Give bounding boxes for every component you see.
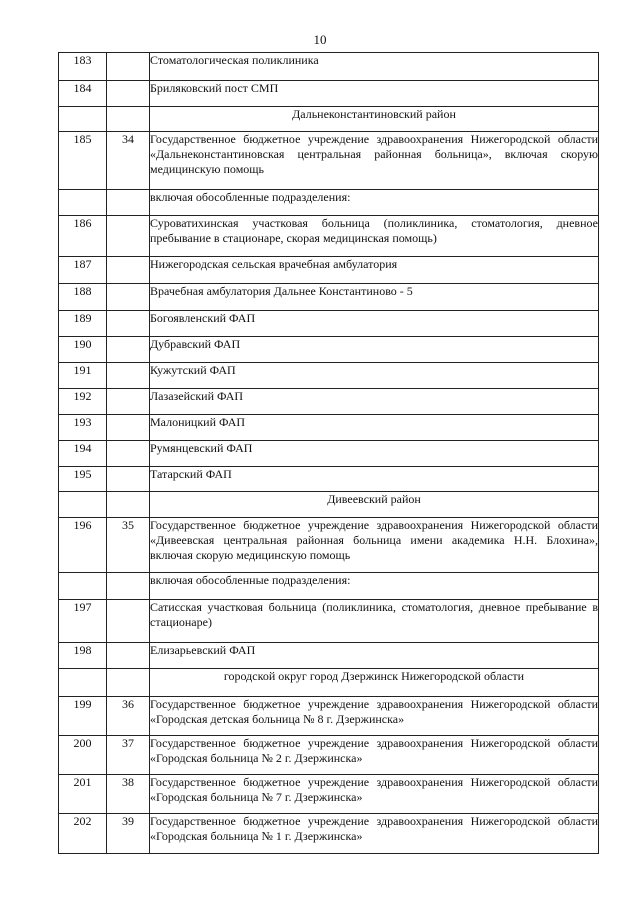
institution-name-cell: Государственное бюджетное учреждение здравоохранения Нижегородской области «Дивеевская центральная районная больница имени академика Н.Н. Блохина», включая скорую медицинскую помощь [150, 518, 599, 573]
section-row [59, 107, 599, 132]
institution-name-cell: Дивеевский район [150, 492, 599, 518]
row-number-cell [59, 492, 107, 518]
org-code-cell [107, 53, 150, 81]
section-row [59, 190, 599, 216]
row-number-cell: 196 [59, 518, 107, 573]
institution-name-cell: Стоматологическая поликлиника [150, 53, 599, 81]
org-code-cell [107, 492, 150, 518]
org-code-cell [107, 389, 150, 415]
row-number-cell: 192 [59, 389, 107, 415]
org-code-cell: 34 [107, 132, 150, 190]
table-row [59, 697, 599, 736]
org-code-cell: 36 [107, 697, 150, 736]
row-number-cell: 202 [59, 814, 107, 854]
org-code-cell [107, 257, 150, 284]
table-row [59, 600, 599, 643]
table-row [59, 53, 599, 81]
org-code-cell: 37 [107, 736, 150, 775]
institution-name-cell: Суроватихинская участковая больница (поликлиника, стоматология, дневное пребывание в стационаре, скорая медицинская помощь) [150, 216, 599, 257]
row-number-cell: 197 [59, 600, 107, 643]
row-number-cell: 195 [59, 467, 107, 492]
institution-name-cell: Елизарьевский ФАП [150, 643, 599, 669]
institution-name-cell: Государственное бюджетное учреждение здравоохранения Нижегородской области «Городская детская больница № 8 г. Дзержинска» [150, 697, 599, 736]
institution-name-cell: включая обособленные подразделения: [150, 573, 599, 600]
org-code-cell [107, 107, 150, 132]
institution-name-cell: Кужутский ФАП [150, 363, 599, 389]
row-number-cell: 184 [59, 81, 107, 107]
institution-name-cell: Государственное бюджетное учреждение здравоохранения Нижегородской области «Городская больница № 2 г. Дзержинска» [150, 736, 599, 775]
institution-name-cell: Государственное бюджетное учреждение здравоохранения Нижегородской области «Городская больница № 7 г. Дзержинска» [150, 775, 599, 814]
row-number-cell: 191 [59, 363, 107, 389]
table-row [59, 814, 599, 854]
org-code-cell [107, 669, 150, 697]
page-number: 10 [313, 32, 327, 47]
row-number-cell [59, 107, 107, 132]
institution-name-cell: включая обособленные подразделения: [150, 190, 599, 216]
table-row [59, 363, 599, 389]
table-row [59, 389, 599, 415]
institution-name-cell: Государственное бюджетное учреждение здравоохранения Нижегородской области «Городская больница № 1 г. Дзержинска» [150, 814, 599, 854]
org-code-cell [107, 216, 150, 257]
institution-name-cell: городской округ город Дзержинск Нижегородской области [150, 669, 599, 697]
table-row [59, 736, 599, 775]
org-code-cell [107, 573, 150, 600]
row-number-cell: 193 [59, 415, 107, 441]
institution-name-cell: Сатисская участковая больница (поликлиника, стоматология, дневное пребывание в стационаре) [150, 600, 599, 643]
table-row [59, 216, 599, 257]
institution-name-cell: Малоницкий ФАП [150, 415, 599, 441]
institution-name-cell: Бриляковский пост СМП [150, 81, 599, 107]
table-row [59, 284, 599, 311]
table-row [59, 441, 599, 467]
section-row [59, 573, 599, 600]
org-code-cell [107, 415, 150, 441]
institution-name-cell: Румянцевский ФАП [150, 441, 599, 467]
org-code-cell [107, 363, 150, 389]
table-row [59, 311, 599, 337]
row-number-cell: 199 [59, 697, 107, 736]
table-row [59, 415, 599, 441]
table-row [59, 81, 599, 107]
table-row [59, 518, 599, 573]
table-row [59, 132, 599, 190]
table-row [59, 775, 599, 814]
row-number-cell: 198 [59, 643, 107, 669]
org-code-cell [107, 441, 150, 467]
institution-name-cell: Татарский ФАП [150, 467, 599, 492]
row-number-cell: 187 [59, 257, 107, 284]
org-code-cell [107, 467, 150, 492]
org-code-cell [107, 311, 150, 337]
row-number-cell [59, 669, 107, 697]
org-code-cell [107, 337, 150, 363]
table-row [59, 467, 599, 492]
institution-name-cell: Нижегородская сельская врачебная амбулатория [150, 257, 599, 284]
row-number-cell: 201 [59, 775, 107, 814]
org-code-cell [107, 81, 150, 107]
institutions-table-body [59, 53, 599, 854]
row-number-cell [59, 573, 107, 600]
row-number-cell: 185 [59, 132, 107, 190]
row-number-cell: 188 [59, 284, 107, 311]
row-number-cell: 186 [59, 216, 107, 257]
section-row [59, 492, 599, 518]
org-code-cell: 39 [107, 814, 150, 854]
table-row [59, 337, 599, 363]
row-number-cell: 190 [59, 337, 107, 363]
institution-name-cell: Лазазейский ФАП [150, 389, 599, 415]
table-row [59, 643, 599, 669]
org-code-cell [107, 190, 150, 216]
org-code-cell [107, 643, 150, 669]
row-number-cell: 194 [59, 441, 107, 467]
org-code-cell: 38 [107, 775, 150, 814]
institution-name-cell: Дальнеконстантиновский район [150, 107, 599, 132]
table-row [59, 257, 599, 284]
row-number-cell: 183 [59, 53, 107, 81]
institutions-table [58, 52, 599, 854]
institution-name-cell: Богоявленский ФАП [150, 311, 599, 337]
row-number-cell: 189 [59, 311, 107, 337]
org-code-cell: 35 [107, 518, 150, 573]
institution-name-cell: Дубравский ФАП [150, 337, 599, 363]
org-code-cell [107, 600, 150, 643]
section-row [59, 669, 599, 697]
org-code-cell [107, 284, 150, 311]
institution-name-cell: Государственное бюджетное учреждение здравоохранения Нижегородской области «Дальнеконстантиновская центральная районная больница», включая скорую медицинскую помощь [150, 132, 599, 190]
row-number-cell [59, 190, 107, 216]
institution-name-cell: Врачебная амбулатория Дальнее Константиново - 5 [150, 284, 599, 311]
row-number-cell: 200 [59, 736, 107, 775]
